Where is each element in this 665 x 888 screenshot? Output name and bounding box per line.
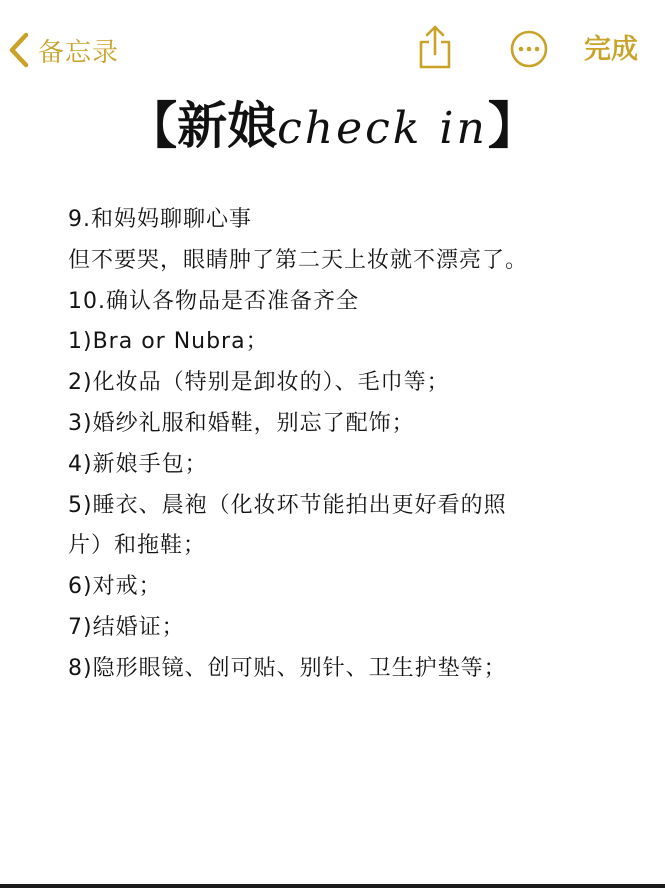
title-en: check in (277, 103, 488, 154)
back-label: 备忘录 (38, 37, 120, 68)
chevron-left-icon (4, 30, 34, 70)
note-line: 5)睡衣、晨袍（化妆环节能拍出更好看的照 (68, 492, 507, 518)
share-button[interactable] (414, 24, 456, 74)
more-button[interactable] (508, 30, 550, 72)
note-line: 片）和拖鞋； (68, 533, 207, 559)
note-line: 7)结婚证； (68, 614, 185, 640)
title-left-bracket: 【 (127, 97, 178, 155)
share-icon (417, 24, 453, 74)
more-icon (509, 29, 549, 73)
note-line: 10.确认各物品是否准备齐全 (68, 288, 359, 314)
note-line: 1)Bra or Nubra； (68, 329, 269, 355)
title-right-bracket: 】 (487, 97, 538, 155)
note-line: 3)婚纱礼服和婚鞋，别忘了配饰； (68, 410, 415, 436)
bottom-divider (0, 884, 665, 888)
done-button[interactable]: 完成 (584, 34, 638, 65)
note-line: 4)新娘手包； (68, 451, 208, 477)
note-line: 6)对戒； (68, 574, 162, 600)
navigation-bar (0, 0, 665, 100)
back-button[interactable] (4, 26, 119, 74)
note-line: 8)隐形眼镜、创可贴、别针、卫生护垫等； (68, 655, 507, 681)
note-body[interactable] (68, 200, 628, 690)
note-line: 但不要哭，眼睛肿了第二天上妆就不漂亮了。 (68, 247, 529, 273)
note-title (0, 88, 665, 167)
note-line: 2)化妆品（特别是卸妆的）、毛巾等； (68, 370, 450, 396)
title-cn: 新娘 (177, 97, 278, 155)
note-line: 9.和妈妈聊聊心事 (68, 207, 252, 232)
